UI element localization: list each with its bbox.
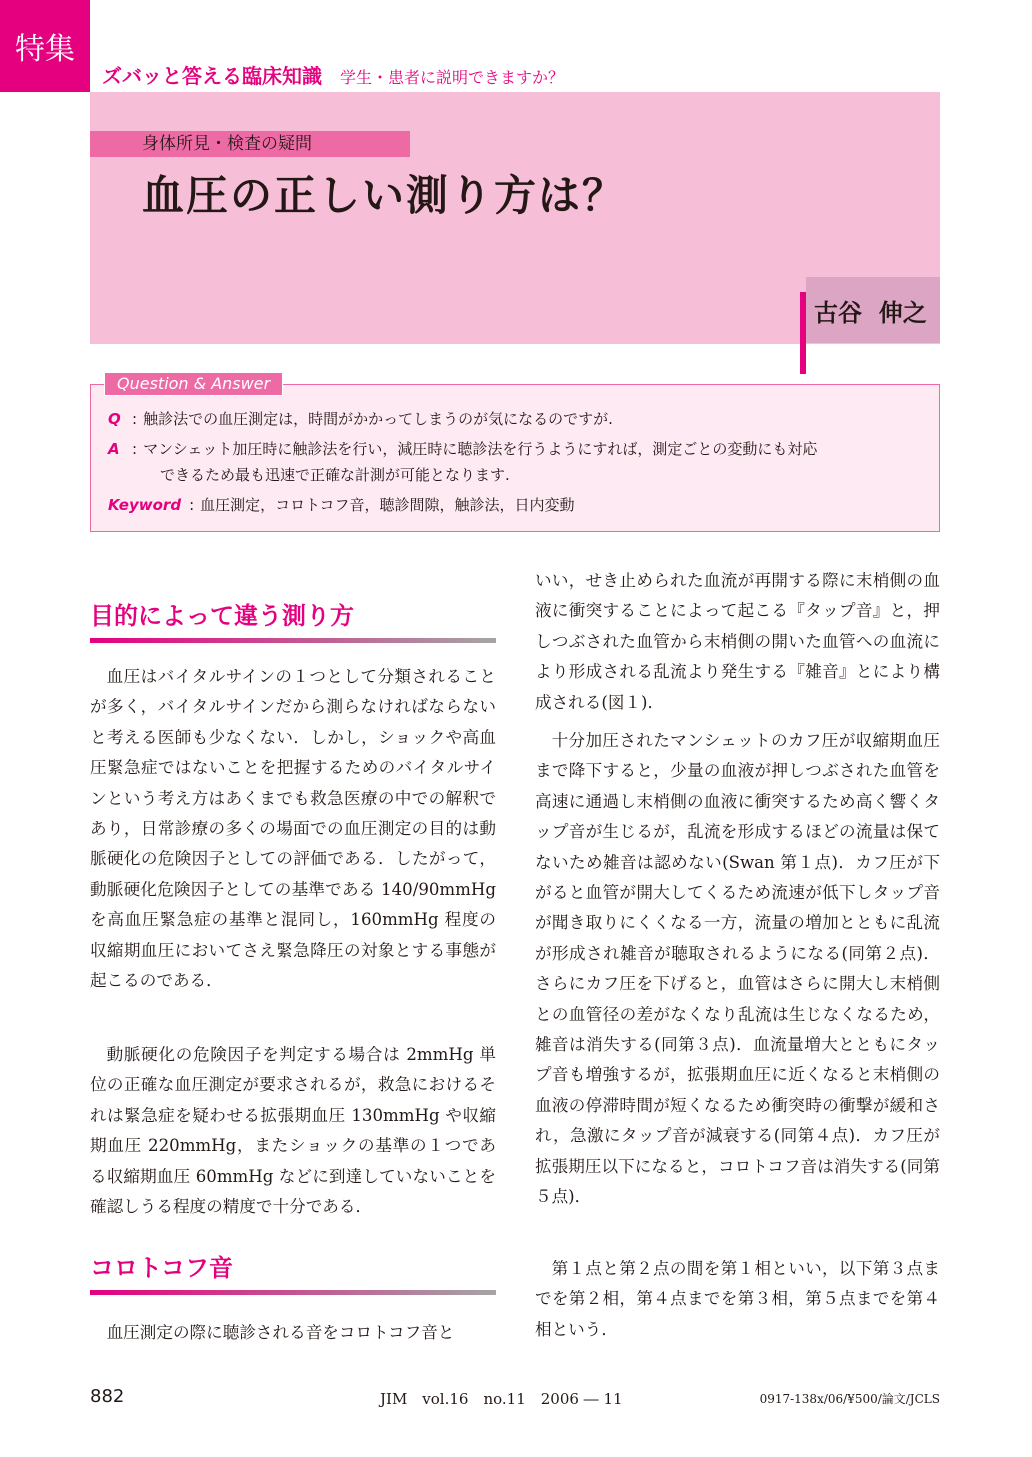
q-text: 触診法での血圧測定は，時間がかかってしまうのが気になるのですが. <box>143 410 613 428</box>
heading-rule <box>90 1290 496 1295</box>
paragraph-purpose-2: 動脈硬化の危険因子を判定する場合は 2mmHg 単位の正確な血圧測定が要求されるが，救急におけるそれは緊急症を疑わせる拡張期血圧 130mmHg や収縮期血圧 220mmHg，またショックの基準の１つである収縮期血圧 60mmHg などに到達していないことを確認しうる程度の精度で十分である． <box>90 1045 496 1217</box>
series-title: ズバッと答える臨床知識 <box>102 64 322 88</box>
feature-tag: 特集 <box>0 0 90 92</box>
paragraph-purpose-1: 血圧はバイタルサインの１つとして分類されることが多く，バイタルサインだから測らなければならないと考える医師も少なくない．しかし，ショックや高血圧緊急症ではないことを把握するためのバイタルサインという考え方はあくまでも救急医療の中での解釈であり，日常診療の多くの場面での血圧測定の目的は動脈硬化の危険因子としての評価である．したがって，動脈硬化危険因子としての基準である 140/90mmHg を高血圧緊急症の基準と混同し，160mmHg 程度の収縮期血圧においてさえ緊急降圧の対象とする事態が起こるのである． <box>90 667 496 991</box>
section-heading-purpose <box>90 596 496 631</box>
heading-rule <box>90 638 496 643</box>
series-header <box>102 60 564 89</box>
qa-answer-cont <box>160 464 510 485</box>
paragraph-korotkoff-1: 血圧測定の際に聴診される音をコロトコフ音と <box>106 1323 455 1342</box>
section-heading-text: コロトコフ音 <box>90 1254 234 1282</box>
page-number: 882 <box>90 1386 125 1407</box>
paragraph-right-2: 十分加圧されたマンシェットのカフ圧が収縮期血圧まで降下すると，少量の血液が押しつぶされた血管を高速に通過し末梢側の血液に衝突するため高く響くタップ音が生じるが，乱流を形成するほどの流量は保てないため雑音は認めない(Swan 第１点)．カフ圧が下がると血管が開大してくるため流速が低下しタップ音が聞き取りにくくなる一方，流量の増加とともに乱流が形成され雑音が聴取されるようになる(同第２点)．さらにカフ圧を下げると，血管はさらに開大し末梢側との血管径の差がなくなり乱流は生じなくなるため，雑音は消失する(同第３点)．血流量増大とともにタップ音も増強するが，拡張期血圧に近くなると末梢側の血液の停滞時間が短くなるため衝突時の衝撃が緩和され，急激にタップ音が減衰する(同第４点)．カフ圧が拡張期圧以下になると，コロトコフ音は消失する(同第５点)． <box>535 731 940 1207</box>
qa-question: Q : 触診法での血圧測定は，時間がかかってしまうのが気になるのですが. <box>108 410 613 428</box>
author-name: 古谷 伸之 <box>814 298 927 327</box>
paragraph-right-3: 第１点と第２点の間を第１相といい，以下第３点までを第２相，第４点までを第３相，第５点までを第４相という． <box>535 1259 940 1339</box>
qa-keywords: Keyword : 血圧測定，コロトコフ音，聴診間隙，触診法，日内変動 <box>108 496 575 514</box>
q-key: Q <box>108 410 121 428</box>
section-heading-korotkoff <box>90 1248 496 1283</box>
paragraph-right-1: いい，せき止められた血流が再開する際に末梢側の血液に衝突することによって起こる『タップ音』と，押しつぶされた血管から末梢側の開いた血管への血流により形成される乱流より発生する『雑音』とにより構成される(図１)． <box>535 571 940 712</box>
article-title: 血圧の正しい測り方は？ <box>142 171 627 220</box>
article-category: 身体所見・検査の疑問 <box>90 131 410 157</box>
section-heading-text: 目的によって違う測り方 <box>90 602 354 630</box>
author-box <box>806 277 940 343</box>
series-subtitle: 学生・患者に説明できますか？ <box>340 68 565 87</box>
keyword-text: 血圧測定，コロトコフ音，聴診間隙，触診法，日内変動 <box>200 496 575 514</box>
a-text-line1: マンシェット加圧時に触診法を行い，減圧時に聴診法を行うようにすれば，測定ごとの変動にも対応 <box>143 440 818 458</box>
journal-info: JIM vol.16 no.11 2006 ― 11 <box>380 1390 623 1408</box>
qa-label: Question & Answer <box>104 372 283 396</box>
issn-info: 0917-138x/06/¥500/論文/JCLS <box>759 1392 940 1406</box>
a-key: A <box>108 440 120 458</box>
a-text-line2: できるため最も迅速で正確な計測が可能となります. <box>160 466 510 484</box>
qa-answer: A : マンシェット加圧時に触診法を行い，減圧時に聴診法を行うようにすれば，測定ごとの変動にも対応 <box>108 440 818 458</box>
keyword-key: Keyword <box>108 496 182 514</box>
